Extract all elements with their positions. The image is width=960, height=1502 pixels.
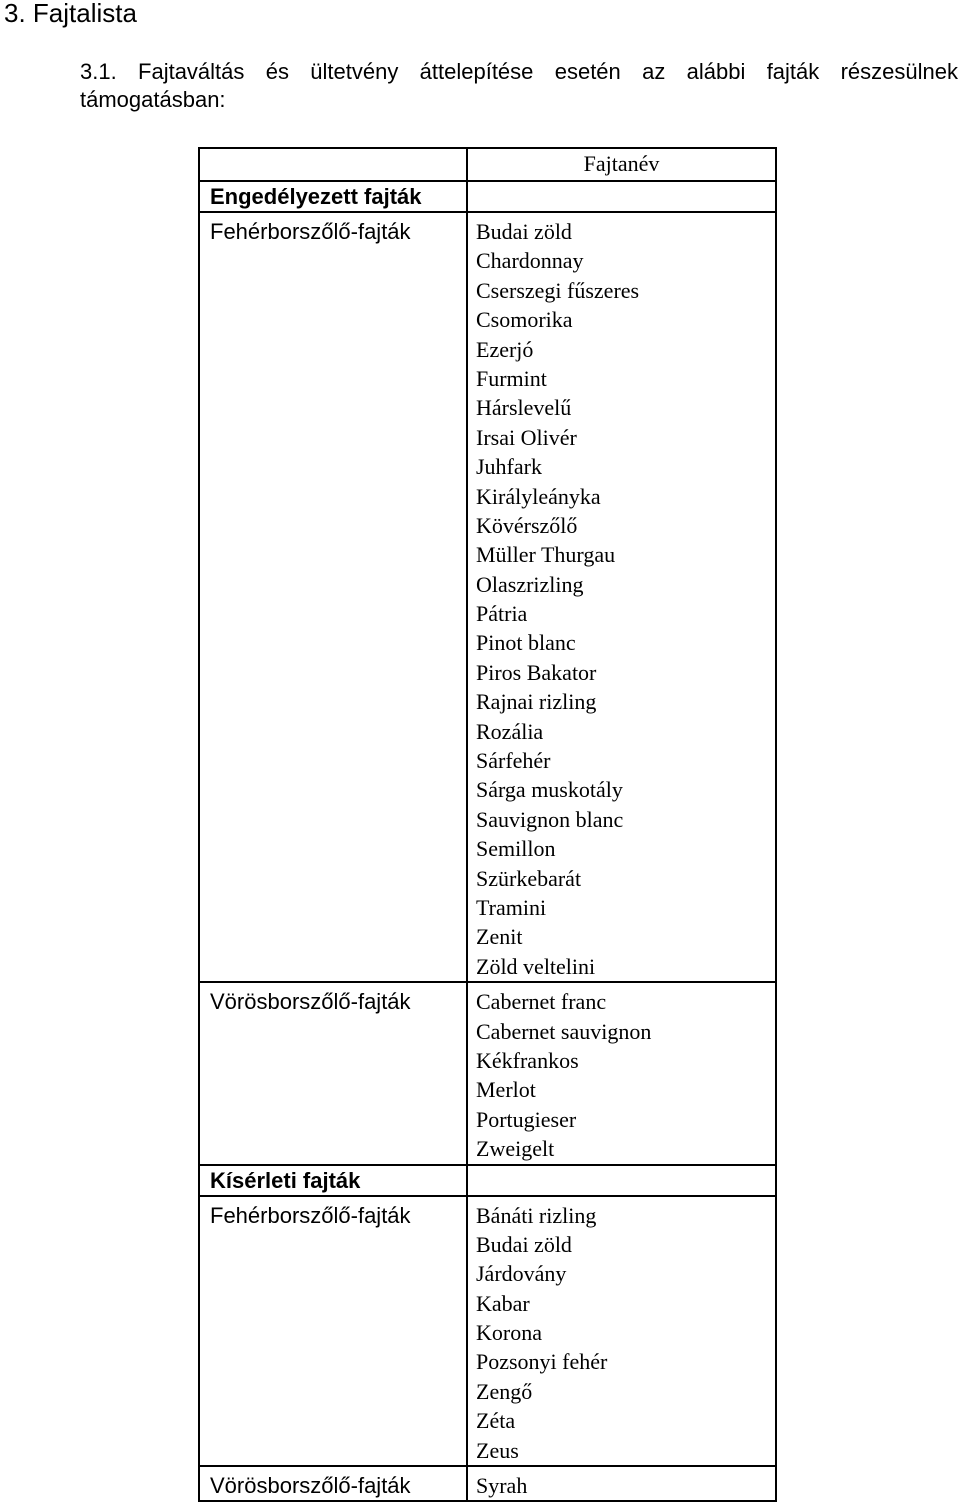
variety-name: Szürkebarát [476,865,582,891]
header-empty-cell [199,148,467,181]
variety-name: Budai zöld [476,219,572,244]
section-empty-cell [467,1165,776,1196]
variety-name: Tramini [476,894,547,920]
variety-name: Sárfehér [476,748,551,774]
variety-name: Zweigelt [476,1136,555,1162]
variety-name: Pinot blanc [476,630,576,656]
variety-name: Müller Thurgau [476,542,616,568]
category-label: Vörösborszőlő-fajták [199,982,467,1164]
variety-name: Járdovány [476,1261,567,1287]
intro-paragraph: 3.1. Fajtaváltás és ültetvény áttelepítése esetén az alábbi fajták részesülnek támogatásban: [80,59,958,112]
variety-name: Kékfrankos [476,1047,579,1073]
variety-name: Juhfark [476,454,542,480]
variety-name: Rajnai rizling [476,689,597,715]
variety-name: Bánáti rizling [476,1202,597,1228]
variety-list [467,1466,776,1501]
variety-name: Zöld veltelini [476,953,596,979]
group-row [199,1196,776,1467]
variety-name: Zenit [476,924,523,950]
variety-name: Pozsonyi fehér [476,1349,608,1375]
variety-name: Irsai Olivér [476,424,577,450]
section-empty-cell [467,181,776,212]
variety-name: Zeus [476,1437,519,1463]
variety-name: Hárslevelű [476,395,572,421]
group-row [199,1466,776,1501]
variety-name: Sauvignon blanc [476,806,624,832]
variety-name: Pátria [476,601,528,627]
variety-name: Budai zöld [476,1231,572,1257]
variety-name: Portugieser [476,1106,577,1132]
column-header: Fajtanév [467,148,776,181]
category-label: Fehérborszőlő-fajták [199,1196,467,1467]
variety-name: Chardonnay [476,248,584,274]
variety-list [467,982,776,1164]
variety-name: Furmint [476,365,547,391]
variety-name: Piros Bakator [476,659,597,685]
variety-name: Cabernet sauvignon [476,1018,652,1044]
variety-name: Kövérszőlő [476,512,578,538]
variety-name: Syrah [476,1473,528,1499]
variety-name: Zengő [476,1378,533,1404]
category-label: Vörösborszőlő-fajták [199,1466,467,1501]
section-row [199,1165,776,1196]
variety-name: Olaszrizling [476,571,584,597]
variety-name: Cabernet franc [476,989,607,1015]
group-row [199,212,776,982]
variety-name: Királyleányka [476,483,601,509]
variety-name: Semillon [476,836,556,862]
category-label: Fehérborszőlő-fajták [199,212,467,982]
variety-list [467,1196,776,1467]
variety-name: Kabar [476,1290,530,1316]
table-header-row [199,148,776,181]
variety-name: Merlot [476,1077,536,1103]
section-heading: 3. Fajtalista [4,0,137,28]
section-label: Engedélyezett fajták [199,181,467,212]
variety-table [198,147,777,1502]
section-label: Kísérleti fajták [199,1165,467,1196]
variety-name: Korona [476,1320,542,1346]
variety-name: Csomorika [476,307,573,333]
group-row [199,982,776,1164]
variety-name: Sárga muskotály [476,777,623,803]
variety-list [467,212,776,982]
variety-table-body [199,148,776,1501]
variety-name: Rozália [476,718,544,744]
variety-name: Zéta [476,1408,516,1434]
section-row [199,181,776,212]
variety-name: Ezerjó [476,336,534,362]
variety-name: Cserszegi fűszeres [476,277,640,303]
